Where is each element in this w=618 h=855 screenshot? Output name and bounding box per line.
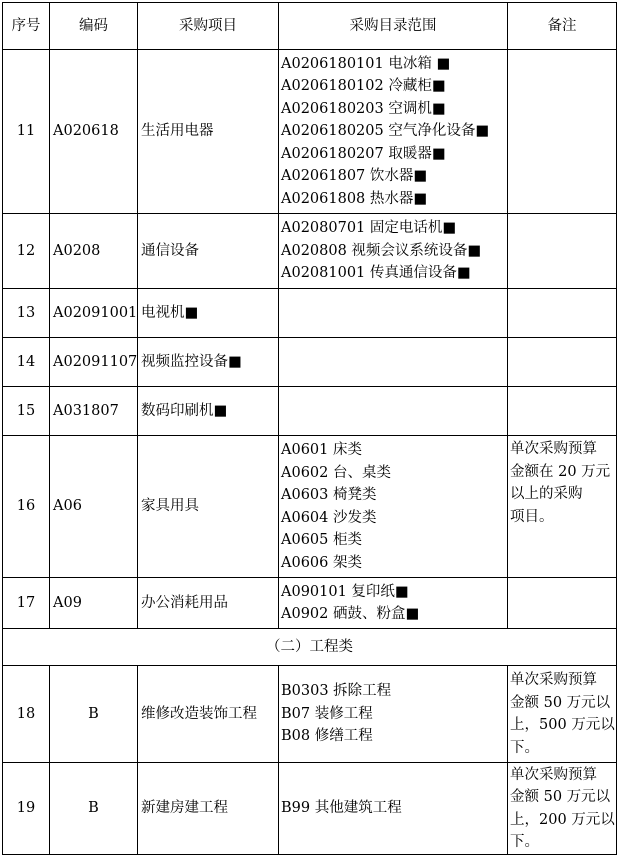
scope-line: A0206180203 空调机■ bbox=[281, 100, 446, 117]
row-scope bbox=[279, 50, 508, 214]
note-line: 上，500 万元以 bbox=[510, 717, 615, 733]
header-code: 编码 bbox=[50, 3, 138, 50]
row-index: 15 bbox=[3, 387, 50, 436]
scope-line: B08 修缮工程 bbox=[281, 728, 373, 745]
table-row bbox=[3, 387, 617, 436]
note-line: 金额 50 万元以 bbox=[510, 694, 611, 711]
note-line: 单次采购预算 bbox=[510, 672, 597, 688]
table-row bbox=[3, 763, 617, 855]
table-row bbox=[3, 214, 617, 289]
scope-line: A090101 复印纸■ bbox=[281, 583, 409, 600]
row-index: 16 bbox=[3, 436, 50, 578]
table-row bbox=[3, 338, 617, 387]
table-row bbox=[3, 436, 617, 578]
row-code: A02091107 bbox=[50, 338, 138, 387]
row-note bbox=[508, 436, 617, 578]
row-note bbox=[508, 387, 617, 436]
row-index: 14 bbox=[3, 338, 50, 387]
note-line: 单次采购预算 bbox=[510, 766, 597, 783]
scope-line: A02080701 固定电话机■ bbox=[281, 220, 457, 237]
scope-line: A0603 椅凳类 bbox=[281, 487, 377, 503]
scope-line: A0206180205 空气净化设备■ bbox=[281, 123, 490, 140]
row-scope bbox=[279, 436, 508, 578]
scope-line: A0206180101 电冰箱 ■ bbox=[281, 55, 451, 72]
row-index: 18 bbox=[3, 666, 50, 763]
row-scope bbox=[279, 289, 508, 338]
row-item: 家具用具 bbox=[138, 436, 279, 578]
section-title: （二）工程类 bbox=[3, 629, 617, 666]
header-scope: 采购目录范围 bbox=[279, 3, 508, 50]
scope-line: A0601 床类 bbox=[281, 442, 362, 458]
note-line: 单次采购预算 bbox=[510, 441, 597, 457]
scope-line: A0606 架类 bbox=[281, 554, 362, 571]
row-note bbox=[508, 666, 617, 763]
row-index: 11 bbox=[3, 50, 50, 214]
header-note: 备注 bbox=[508, 3, 617, 50]
row-scope bbox=[279, 387, 508, 436]
row-index: 12 bbox=[3, 214, 50, 289]
scope-line: A0604 沙发类 bbox=[281, 509, 377, 526]
row-item: 视频监控设备■ bbox=[138, 338, 279, 387]
scope-line: B0303 拆除工程 bbox=[281, 683, 392, 700]
row-code: A0208 bbox=[50, 214, 138, 289]
row-scope bbox=[279, 763, 508, 855]
note-line: 项目。 bbox=[510, 508, 554, 525]
scope-line: A0605 柜类 bbox=[281, 532, 362, 548]
header-item: 采购项目 bbox=[138, 3, 279, 50]
table-row bbox=[3, 50, 617, 214]
header-row bbox=[3, 3, 617, 50]
row-scope bbox=[279, 578, 508, 629]
scope-line: A02061808 热水器■ bbox=[281, 190, 428, 207]
scope-line: A02081001 传真通信设备■ bbox=[281, 265, 471, 282]
scope-line: A020808 视频会议系统设备■ bbox=[281, 242, 482, 259]
header-index: 序号 bbox=[3, 3, 50, 50]
note-line: 金额在 20 万元 bbox=[510, 463, 611, 480]
row-item: 新建房建工程 bbox=[138, 763, 279, 855]
row-item: 办公消耗用品 bbox=[138, 578, 279, 629]
row-item: 电视机■ bbox=[138, 289, 279, 338]
row-code: A031807 bbox=[50, 387, 138, 436]
scope-line: B99 其他建筑工程 bbox=[281, 800, 402, 817]
row-item: 维修改造装饰工程 bbox=[138, 666, 279, 763]
row-note bbox=[508, 50, 617, 214]
row-index: 13 bbox=[3, 289, 50, 338]
row-scope bbox=[279, 214, 508, 289]
note-line: 以上的采购 bbox=[510, 486, 583, 502]
row-item: 生活用电器 bbox=[138, 50, 279, 214]
scope-line: A0602 台、桌类 bbox=[281, 464, 391, 481]
note-line: 上，200 万元以 bbox=[510, 811, 615, 828]
row-note bbox=[508, 338, 617, 387]
note-line: 下。 bbox=[510, 739, 539, 756]
row-code: A020618 bbox=[50, 50, 138, 214]
row-item: 通信设备 bbox=[138, 214, 279, 289]
row-code: A06 bbox=[50, 436, 138, 578]
row-index: 19 bbox=[3, 763, 50, 855]
scope-line: A0206180102 冷藏柜■ bbox=[281, 78, 446, 95]
row-code: A09 bbox=[50, 578, 138, 629]
row-item: 数码印刷机■ bbox=[138, 387, 279, 436]
row-code: B bbox=[50, 666, 138, 763]
table-row bbox=[3, 289, 617, 338]
scope-line: A0206180207 取暖器■ bbox=[281, 145, 446, 162]
row-scope bbox=[279, 338, 508, 387]
scope-line: A02061807 饮水器■ bbox=[281, 168, 428, 185]
row-code: B bbox=[50, 763, 138, 855]
row-scope bbox=[279, 666, 508, 763]
row-note bbox=[508, 214, 617, 289]
row-code: A02091001 bbox=[50, 289, 138, 338]
note-line: 下。 bbox=[510, 834, 539, 850]
row-note bbox=[508, 763, 617, 855]
row-note bbox=[508, 578, 617, 629]
table-row bbox=[3, 666, 617, 763]
row-note bbox=[508, 289, 617, 338]
procurement-table bbox=[2, 2, 617, 855]
note-line: 金额 50 万元以 bbox=[510, 789, 611, 805]
table-row bbox=[3, 578, 617, 629]
row-index: 17 bbox=[3, 578, 50, 629]
scope-line: B07 装修工程 bbox=[281, 705, 373, 722]
scope-line: A0902 硒鼓、粉盒■ bbox=[281, 606, 420, 622]
section-row bbox=[3, 629, 617, 666]
